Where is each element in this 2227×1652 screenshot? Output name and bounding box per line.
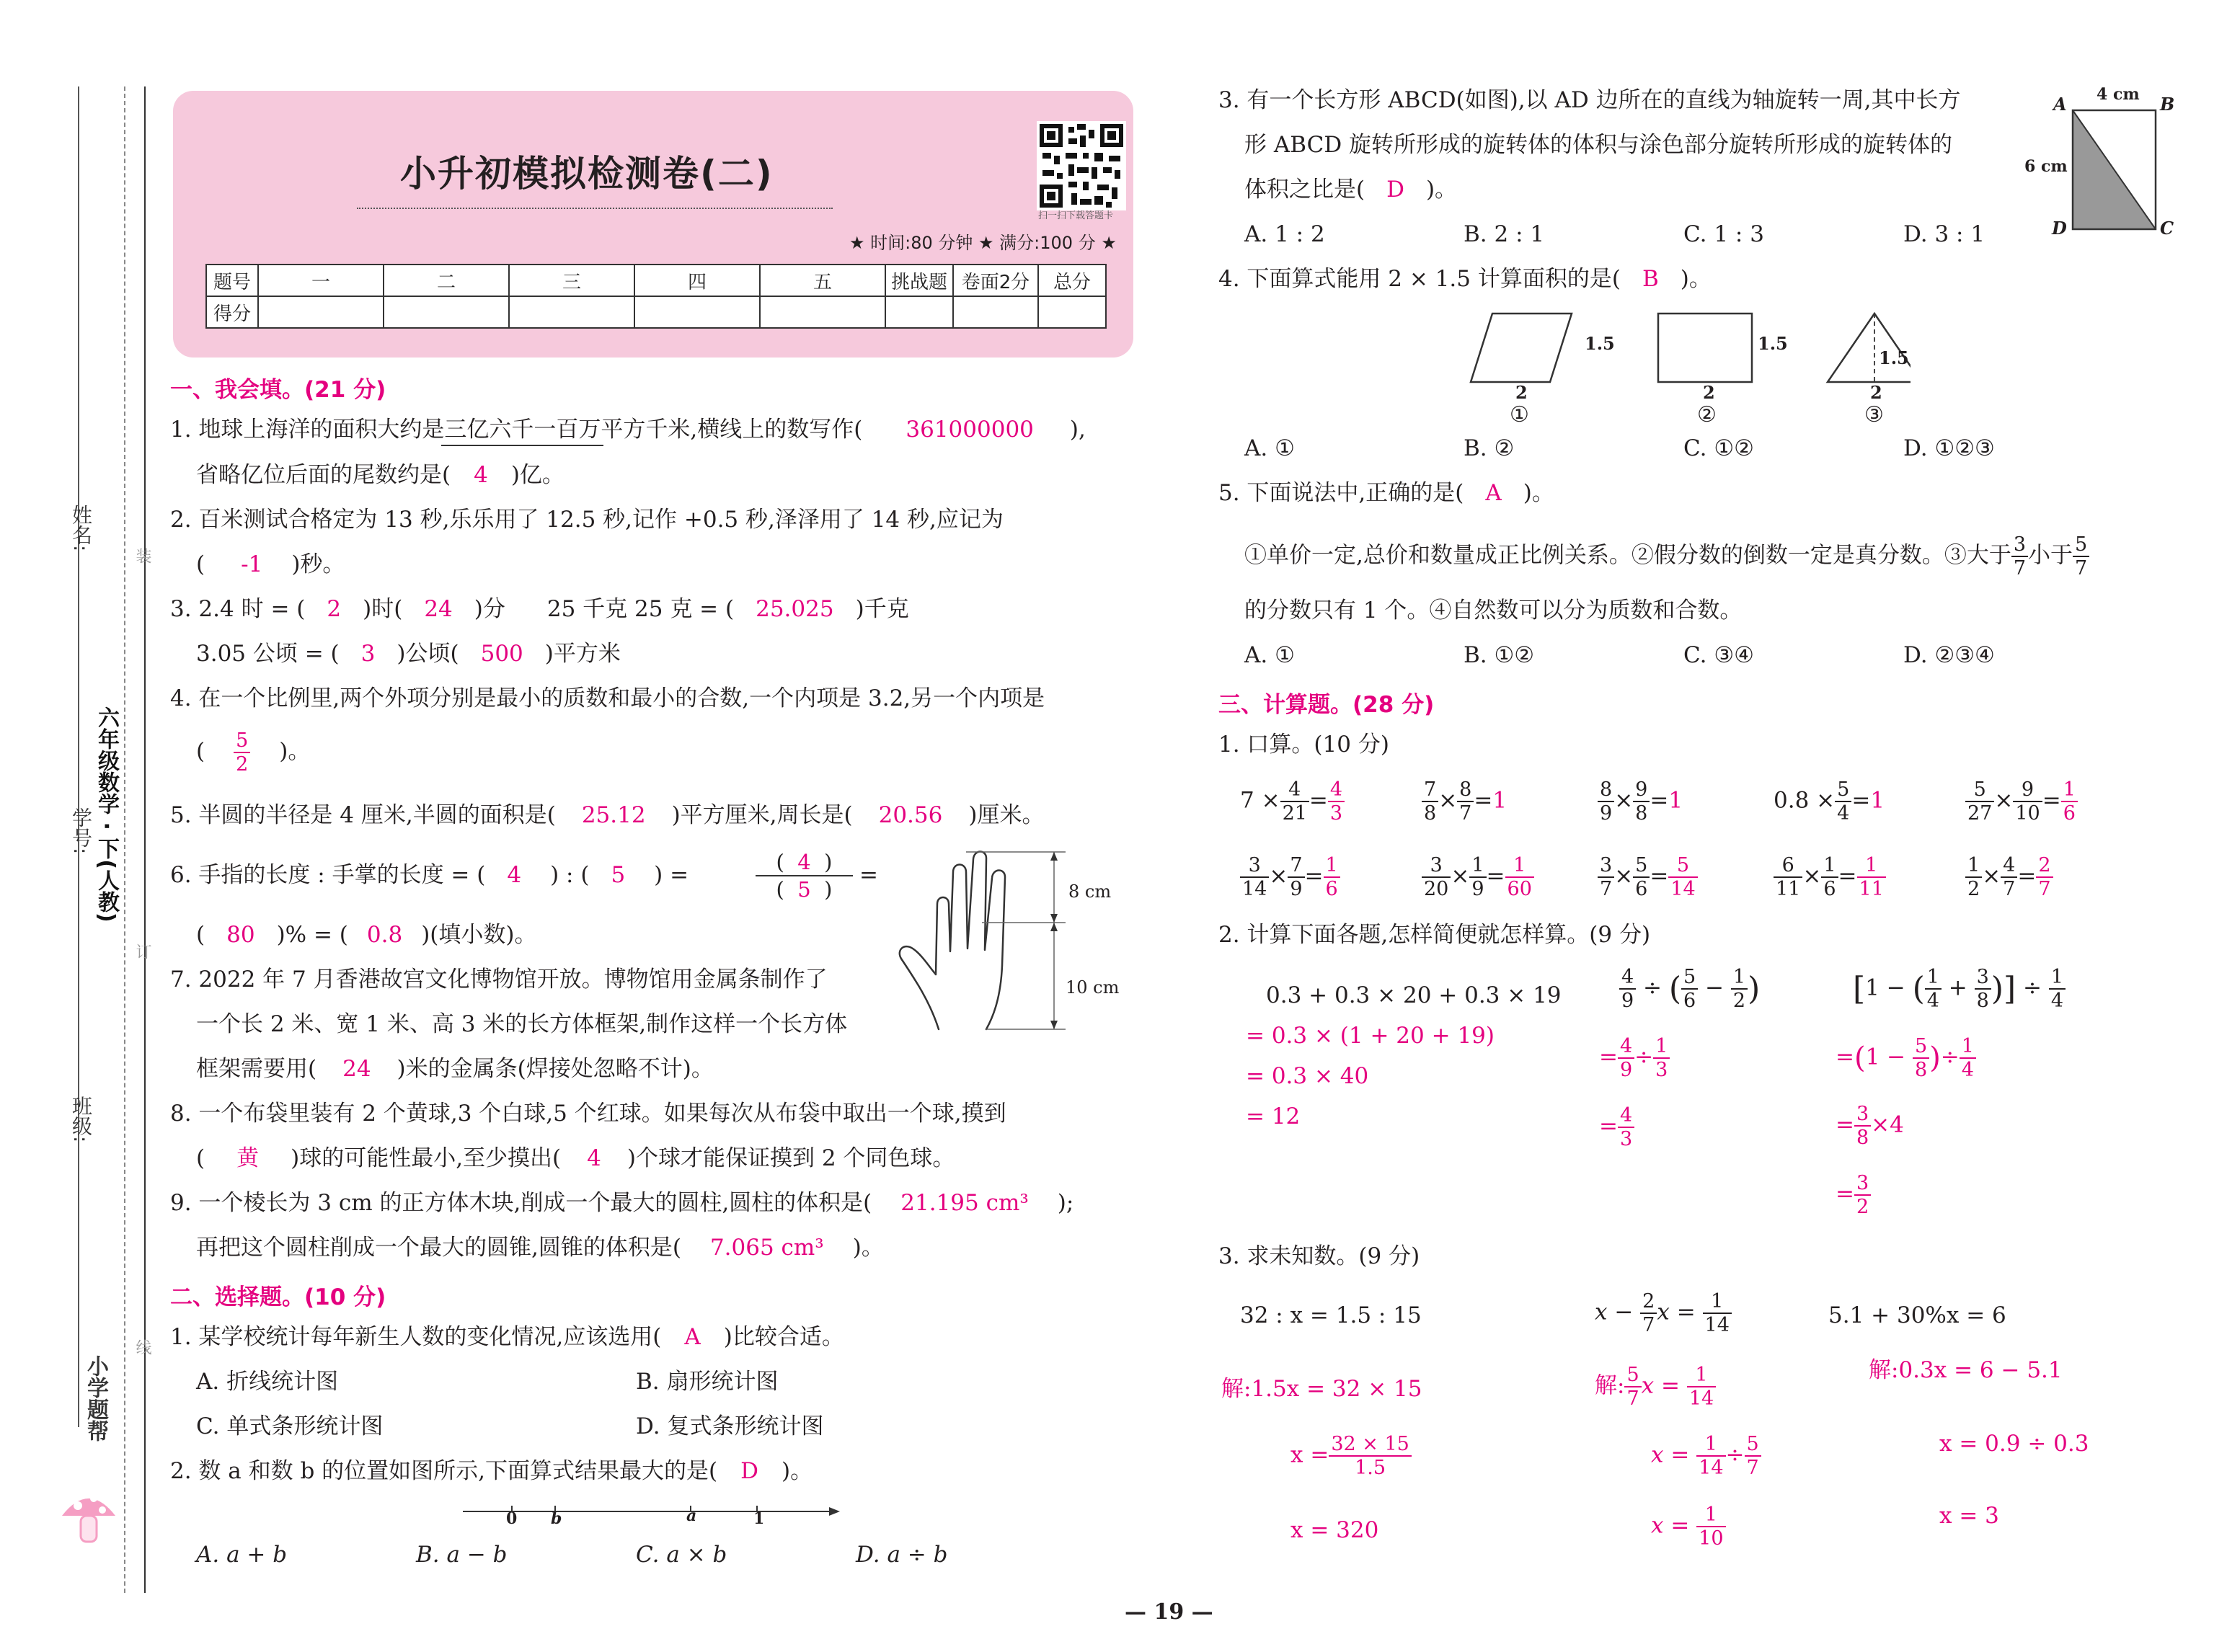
fraction-denominator: 1.5 [1355,1457,1386,1480]
mushroom-logo [56,1481,121,1550]
s2-q5-statement: ①单价一定,总价和数量成正比例关系。②假分数的倒数一定是真分数。③大于 [1244,542,2011,569]
q2-line2 [196,551,345,579]
s3-part2-title: 2. 计算下面各题,怎样简便就怎样算。(9 分) [1218,922,1651,948]
q9-answer-cone: 7.065 cm³ [709,1235,824,1261]
s3-part1-title: 1. 口算。(10 分) [1218,732,1389,758]
calc3-step2: = $\frac{3}{8}$ ×4 [1836,1103,1904,1150]
q6b-text: )(填小数)。 [421,922,537,948]
q3-answer-hours: 2 [327,596,342,622]
s2-q3-line2: 形 ABCD 旋转所形成的旋转体的体积与涂色部分旋转所形成的旋转体的 [1244,132,1953,158]
score-cell[interactable] [384,296,509,328]
q6-answer-finger: 4 [507,862,522,888]
q6-text: ) = [654,862,689,888]
q3-text: )分 [474,596,505,622]
q7-text: 框架需要用( [196,1056,317,1082]
calc2-problem: $\frac{4}{9}$ ÷ ( $\frac{5}{6}$ − $\frac{1}{2}$ ) [1619,966,1760,1012]
s2-q2 [170,1457,813,1486]
s2-q2-option-a[interactable]: A. a + b [196,1542,288,1568]
fraction-numerator: 5 [234,729,250,753]
s2-q3-text: 体积之比是( [1244,177,1365,203]
shape3-base: 2 [1870,382,1882,403]
q1-line1 [170,416,1086,444]
number-line-a: a [686,1506,697,1525]
score-cell[interactable] [634,296,760,328]
s2-q3-option-a[interactable]: A. 1 : 2 [1244,221,1325,247]
s2-q5-text: )。 [1523,480,1554,506]
q6-fraction-denominator: 5 [797,877,811,902]
class-label: 班级: [69,1096,93,1143]
section-3-title: 三、计算题。(28 分) [1218,692,1435,718]
eq3-step1: 解:0.3x = 6 − 5.1 [1869,1357,2063,1383]
q9-line2 [196,1234,884,1262]
mental-item: $\frac{3}{20}$ × $\frac{1}{9}$ = $\frac{1}{60}$ [1422,854,1534,900]
s2-q2-text: 2. 数 a 和数 b 的位置如图所示,下面算式结果最大的是( [170,1458,718,1484]
q8-line2 [196,1145,955,1173]
shape2-number: ② [1697,402,1717,427]
calc1-step1: = 0.3 × (1 + 20 + 19) [1246,1023,1495,1049]
q5-text: 5. 半圆的半径是 4 厘米,半圆的面积是( [170,802,556,828]
rect-width-label: 4 cm [2097,85,2140,104]
s2-q1-option-b[interactable]: B. 扇形统计图 [636,1369,779,1395]
q3-text: )千克 [855,596,909,622]
calc3-result: = $\frac{3}{2}$ [1836,1172,1871,1218]
q5-text: )厘米。 [968,802,1045,828]
mental-item: $\frac{6}{11}$ × $\frac{1}{6}$ = $\frac{1}{11}$ [1774,854,1886,900]
score-header-cell: 三 [509,265,634,296]
score-cell[interactable] [953,296,1038,328]
eq3-step2: x = 0.9 ÷ 0.3 [1939,1431,2089,1457]
s2-q1-option-d[interactable]: D. 复式条形统计图 [636,1413,824,1439]
mental-item: $\frac{3}{14}$ × $\frac{7}{9}$ = $\frac{1}{6}$ [1240,854,1340,900]
s2-q2-option-b[interactable]: B. a − b [416,1542,508,1568]
shape3-height: 1.5 [1879,347,1909,368]
title-underline [357,208,833,209]
q5-answer-area: 25.12 [581,802,646,828]
q8-answer-color: 黄 [236,1145,260,1171]
fraction-numerator: 3 [2011,533,2028,557]
fraction-five-sevenths [2073,533,2089,579]
q5-line [170,801,1044,830]
s2-q2-answer: D [740,1458,758,1484]
q7-answer: 24 [342,1056,371,1082]
q3b-answer-m2: 500 [480,641,523,667]
shapes-figure [1464,310,1911,389]
eq1-problem: 32 : x = 1.5 : 15 [1240,1302,1422,1328]
fraction-numerator: 5 [2073,533,2089,557]
rect-height-label: 6 cm [2024,157,2068,176]
score-table [205,264,1107,329]
s2-q3-answer: D [1386,177,1404,203]
q1-line2 [196,461,565,489]
mental-item: $\frac{7}{8}$ × $\frac{8}{7}$ =1 [1422,778,1507,825]
s2-q5-line2 [1244,533,2089,579]
q6-answer-decimal: 0.8 [366,922,403,948]
q3b-text: )平方米 [544,641,621,667]
mental-item: 7 × $\frac{4}{21}$ = $\frac{4}{3}$ [1240,778,1345,825]
score-header-cell: 四 [634,265,760,296]
calc3-problem: [1 − ( $\frac{1}{4}$ + $\frac{3}{8}$ )] ÷ $\frac{1}{4}$ [1853,966,2066,1012]
q6-fraction-numerator: 4 [797,850,811,874]
score-cell[interactable] [885,296,953,328]
s2-q5-option-d[interactable]: D. ②③④ [1903,642,1995,668]
shape2-height: 1.5 [1758,333,1788,354]
q6b-text: )% = ( [276,922,348,948]
binding-line-label: 装 订 线 [133,548,151,1542]
number-line-one: 1 [753,1509,765,1528]
score-table-header-row [206,265,1106,296]
q3-text: 25 千克 25 克 = ( [546,596,735,622]
q3-text: )时( [363,596,403,622]
s2-q5-answer: A [1485,480,1502,506]
q3b-text: )公顷( [397,641,459,667]
mental-item: $\frac{8}{9}$ × $\frac{9}{8}$ =1 [1598,778,1683,825]
q8-text: ( [196,1145,205,1171]
s2-q4-option-c[interactable]: C. ①② [1683,435,1754,461]
shape1-base: 2 [1515,382,1528,403]
q6-text: 6. 手指的长度 : 手掌的长度 = ( [170,862,486,888]
page-title: 小升初模拟检测卷(二) [400,153,774,195]
number-line-zero: 0 [506,1509,518,1528]
q9-text: 9. 一个棱长为 3 cm 的正方体木块,削成一个最大的圆柱,圆柱的体积是( [170,1190,872,1216]
q9b-text: )。 [852,1235,884,1261]
s2-q1-answer: A [684,1324,701,1350]
section-1-title: 一、我会填。(21 分) [170,377,386,403]
score-header-cell: 总分 [1038,265,1106,296]
s2-q3-line3 [1244,176,1457,204]
exam-meta: ★ 时间:80 分钟 ★ 满分:100 分 ★ [849,233,1117,253]
s2-q1-option-c[interactable]: C. 单式条形统计图 [196,1413,384,1439]
s3-part3-title: 3. 求未知数。(9 分) [1218,1243,1420,1269]
q4-line2 [196,729,310,776]
shape1-number: ① [1510,402,1529,427]
score-cell[interactable] [258,296,384,328]
eq1-step2 [1290,1433,1412,1479]
brand-label: 小学题帮 [83,1355,108,1442]
eq2-problem: x − $\frac{2}{7}$ x = $\frac{1}{14}$ [1595,1290,1732,1336]
eq3-result: x = 3 [1939,1503,1999,1529]
page-number: — 19 — [1125,1599,1213,1625]
q1-end: ), [1069,417,1086,443]
q3b-text: 3.05 公顷 = ( [196,641,340,667]
fraction-numerator: 32 × 15 [1329,1433,1412,1457]
q6-text: ) : ( [550,862,590,888]
eq2-step1: 解: $\frac{5}{7}$ x = $\frac{1}{14}$ [1595,1364,1716,1410]
q1b-answer: 4 [474,462,488,488]
rect-label-c: C [2160,218,2174,239]
q6-answer-palm: 5 [611,862,626,888]
q7-line2: 一个长 2 米、宽 1 米、高 3 米的长方体框架,制作这样一个长方体 [196,1011,848,1037]
calc2-result: = $\frac{4}{3}$ [1599,1104,1634,1150]
q9b-text: 再把这个圆柱削成一个最大的圆锥,圆锥的体积是( [196,1235,681,1261]
q9-answer-cylinder: 21.195 cm³ [900,1190,1029,1216]
q1b-text: 省略亿位后面的尾数约是( [196,462,451,488]
section-2-title: 二、选择题。(10 分) [170,1284,386,1310]
hand-label-palm: 10 cm [1066,977,1120,998]
q5-answer-perimeter: 20.56 [878,802,943,828]
q2-answer: -1 [241,551,263,577]
score-row-label: 得分 [206,296,258,328]
hand-figure [894,843,1067,1042]
q3-line2 [196,640,621,668]
q8-answer-count: 4 [587,1145,601,1171]
score-table-score-row [206,296,1106,328]
s2-q5-option-c[interactable]: C. ③④ [1683,642,1754,668]
s2-q5-text: 5. 下面说法中,正确的是( [1218,480,1464,506]
s2-q4-option-a[interactable]: A. ① [1244,435,1295,461]
s2-q1-option-a[interactable]: A. 折线统计图 [196,1369,339,1395]
q8-text: )个球才能保证摸到 2 个同色球。 [627,1145,955,1171]
s2-q2-text: )。 [781,1458,813,1484]
q6-line1 [170,861,689,889]
q6-answer-percent: 80 [226,922,255,948]
shape3-number: ③ [1864,402,1884,427]
s2-q4-answer: B [1642,266,1659,292]
calc2-step1: = $\frac{4}{9}$ ÷ $\frac{1}{3}$ [1599,1035,1670,1081]
q4-answer-fraction [234,729,250,776]
eq1-step2-lhs: x = [1290,1442,1329,1468]
mental-item: 0.8 × $\frac{5}{4}$ =1 [1774,778,1885,825]
s2-q4-text: )。 [1680,266,1712,292]
q3-line1 [170,595,909,623]
s2-q2-option-c[interactable]: C. a × b [636,1542,727,1568]
eq3-problem: 5.1 + 30%x = 6 [1828,1302,2006,1328]
s2-q5-option-b[interactable]: B. ①② [1464,642,1535,668]
qr-code[interactable] [1037,121,1126,210]
s2-q4-option-b[interactable]: B. ② [1464,435,1515,461]
q1b-end: )亿。 [510,462,565,488]
margin-info-line [78,86,79,1427]
s2-q3-line1: 3. 有一个长方形 ABCD(如图),以 AD 边所在的直线为轴旋转一周,其中长方 [1218,87,1961,113]
score-header-cell: 挑战题 [885,265,953,296]
hand-label-finger: 8 cm [1068,881,1112,902]
score-header-cell: 二 [384,265,509,296]
s2-q2-option-d[interactable]: D. a ÷ b [856,1542,948,1568]
score-header-cell: 卷面2分 [953,265,1038,296]
rect-label-b: B [2160,94,2175,115]
s2-q5 [1218,479,1554,507]
score-header-cell: 题号 [206,265,258,296]
fraction-denominator: 2 [236,753,249,776]
q6-line2 [196,921,537,949]
s2-q3-text: )。 [1425,177,1458,203]
student-name-label: 姓名: [69,505,93,552]
score-cell[interactable] [509,296,634,328]
q7-line1: 7. 2022 年 7 月香港故宫文化博物馆开放。博物馆用金属条制作了 [170,967,828,992]
student-number-label: 学号: [69,807,93,855]
q1-underline [441,445,603,446]
q8-line1: 8. 一个布袋里装有 2 个黄球,3 个白球,5 个红球。如果每次从布袋中取出一个球,摸到 [170,1101,1006,1127]
number-line-b: b [551,1509,562,1528]
q2-open: ( [196,551,205,577]
mental-item: $\frac{3}{7}$ × $\frac{5}{6}$ = $\frac{5}{14}$ [1598,854,1698,900]
s2-q1-text: 1. 某学校统计每年新生人数的变化情况,应该选用( [170,1324,662,1350]
rect-label-d: D [2052,218,2067,239]
q7-line3 [196,1055,714,1083]
q3-answer-minutes: 24 [424,596,453,622]
q4-end: )。 [279,738,311,765]
q1-answer: 361000000 [906,417,1034,443]
q6b-text: ( [196,922,205,948]
mental-item: $\frac{1}{2}$ × $\frac{4}{7}$ = $\frac{2}{7}$ [1965,854,2053,900]
eq2-solution-label: 解: [1595,1372,1625,1399]
fraction-three-sevenths [2011,533,2028,579]
s2-q5-statement: 小于 [2028,542,2073,569]
score-cell[interactable] [1038,296,1106,328]
eq1-step1: 解:1.5x = 32 × 15 [1221,1376,1422,1402]
mental-item: $\frac{5}{27}$ × $\frac{9}{10}$ = $\frac{1}{6}$ [1965,778,2078,825]
eq1-fraction [1329,1433,1412,1479]
s2-q4-text: 4. 下面算式能用 2 × 1.5 计算面积的是( [1218,266,1621,292]
s2-q3-option-d[interactable]: D. 3 : 1 [1903,221,1985,247]
number-line [461,1503,844,1524]
s2-q1-text: )比较合适。 [723,1324,844,1350]
q9-text: ); [1057,1190,1074,1216]
score-header-cell: 五 [760,265,885,296]
shape1-height: 1.5 [1585,333,1615,354]
q2-end: )秒。 [291,551,345,577]
fraction-denominator: 7 [2013,557,2027,580]
s2-q5-option-a[interactable]: A. ① [1244,642,1295,668]
s2-q1 [170,1323,844,1351]
q9-line1 [170,1189,1073,1217]
score-cell[interactable] [760,296,885,328]
fraction-denominator: 7 [2075,557,2088,580]
q7-text: )米的金属条(焊接处忽略不计)。 [397,1056,714,1082]
eq2-result: x = $\frac{1}{10}$ [1651,1504,1726,1550]
q3-text: 3. 2.4 时 = ( [170,596,306,622]
q2-line1: 2. 百米测试合格定为 13 秒,乐乐用了 12.5 秒,记作 +0.5 秒,泽泽用了 14 秒,应记为 [170,507,1004,533]
rectangle-abcd-figure [2069,107,2163,233]
calc1-step2: = 0.3 × 40 [1246,1063,1369,1089]
eq2-step2: x = $\frac{1}{14}$ ÷ $\frac{5}{7}$ [1651,1433,1761,1479]
score-header-cell: 一 [258,265,384,296]
s2-q4-option-d[interactable]: D. ①②③ [1903,435,1995,461]
q4-line1: 4. 在一个比例里,两个外项分别是最小的质数和最小的合数,一个内项是 3.2,另一个内项是 [170,685,1045,711]
shape2-base: 2 [1703,382,1715,403]
q5-text: )平方厘米,周长是( [671,802,853,828]
s2-q4 [1218,265,1712,293]
q4-open: ( [196,738,205,765]
s2-q3-option-b[interactable]: B. 2 : 1 [1464,221,1545,247]
calc1-problem: 0.3 + 0.3 × 20 + 0.3 × 19 [1266,982,1562,1008]
q8-text: )球的可能性最小,至少摸出( [291,1145,562,1171]
q6-fraction: ( 4 ) ( 5 ) [756,849,853,903]
q6-equals: = [859,862,878,888]
q1-text: 1. 地球上海洋的面积大约是三亿六千一百万平方千米,横线上的数写作( [170,417,863,443]
s2-q3-option-c[interactable]: C. 1 : 3 [1683,221,1764,247]
calc1-result: = 12 [1246,1103,1301,1129]
margin-dashed-line [124,86,125,1593]
q3-answer-kg: 25.025 [756,596,834,622]
calc3-step1: =(1 − $\frac{5}{8}$ )÷ $\frac{1}{4}$ [1836,1035,1976,1081]
s2-q5-line3: 的分数只有 1 个。④自然数可以分为质数和合数。 [1244,598,1743,623]
q3b-answer-ha: 3 [360,641,376,667]
grade-label: 六年级数学 · 下(人教) [94,706,119,923]
qr-caption: 扫一扫下载答题卡 [1038,210,1114,221]
rect-label-a: A [2053,94,2067,115]
eq1-result: x = 320 [1290,1517,1379,1543]
